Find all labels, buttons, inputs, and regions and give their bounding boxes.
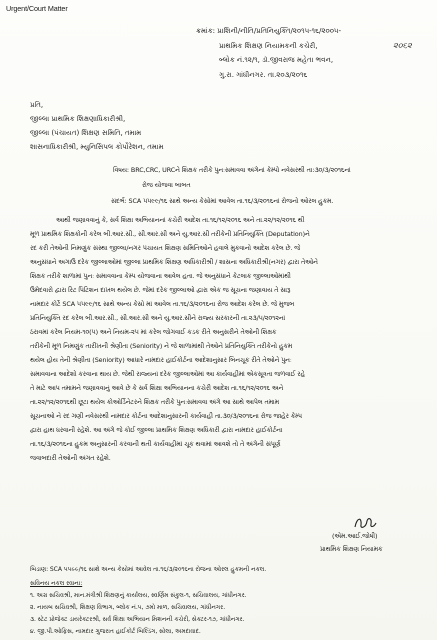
body-line: ઉમેદવારો દ્વારા રિટ પિટિશન દાખલ થયેલ છે. જેમાં દરેક જીલ્લાઓ દ્વારા એક જ સૂચના જણાવાય તે સારૂ [30,286,291,294]
to-label: પ્રતિ, [30,100,44,109]
reference-number: ક્રમાંક: પ્રાશિની/નીતિ/પ્રતિનિયુક્તિ/૨૦૧૫-૧૬/૨૦૦૫- [196,26,342,35]
body-line: આથી જણાવવાનું કે, સર્વ શિક્ષા અભિયાનનાં કચેરી આદેશ તા.૧૬/૧૨/૨૦૧૬ અને તા.૨૨/૧૨/૨૦૧૬ થી [56,216,305,224]
enclosure-note: બિડાણ: SCA ૫૫૯૯/૧૬ સાથે અન્ય કેસોમાં આવેલ તા.૧૬/૩/૨૦૧૬ના રોજના ઓરલ હુકમની નકલ. [30,566,267,573]
body-line: દ્વારા હાથ ધરવાની રહેશે. આ અંગે જે કોઈ જીલ્લા પ્રાથમિક શિક્ષણ અધિકારી દ્વારા નામદાર હાઈકોર્ટના [30,426,283,434]
body-line: તા.૧૬/૩/૨૦૧૬ના હુકમ અનુસારની કરવાની થતી કાર્યવાહીમાં ચૂક થવામાં આવશે તો તે અંગેની સંપૂર્ણ [30,440,281,448]
body-line: તરીકેની મૂળ નિમણુંક તારીખની શ્રેણીતા (Seniority) ને જે શાળામાંથી તેઓને પ્રતિનિયુક્તિ તરીકેનો હુકમ [30,342,293,350]
office-address-2: ગુ.રા. ગાંધીનગર. તા.૨૦૩/૨૦૧૬ [219,70,308,79]
copy-to-item: ૨. નાયબ સચિવશ્રી, શિક્ષણ વિભાગ, બ્લોક નં.૫, ૭મો માળ, સચિવાલય, ગાંધીનગર. [30,604,226,611]
signatory-name: (એમ.આઈ.જોષી) [332,532,378,540]
addressee-1: જીલ્લા પ્રાથમિક શિક્ષણાધિકારીશ્રી, [30,114,126,123]
reference-line: સંદર્ભ: SCA ૫૫૯૯/૧૬ સાથે અન્ય કેસોમાં આવેલ તા.૧૬/૩/૨૦૧૬નાં રોજનો ઓરલ હુકમ. [111,197,334,205]
body-line: ઠરાવમાં કરેલ નિયમ-૧૦(૫) અને નિયમ-૨૫ માં કરેલ જોગવાઈ કડક રીતે અનુસરીને તેઓની શિક્ષક [30,328,277,336]
body-line: નામદાર કોર્ટે SCA ૫૫૯૯/૧૬ સાથે અન્ય કેસો માં આવેલ તા.૧૬/૩/૨૦૧૬ના રોજ આદેશ કરેલ છે. જે મુજબ [30,300,295,308]
body-line: જવાબદારી તેઓની અંગત રહેશે. [30,454,111,462]
body-line: પ્રતિનિયુક્તિ રદ કરેલ બી.આર.સી., સી.આર.સી અને યુ.આર.સીને રાજ્ય સરકારની તા.૨૩/૫/૨૦૧૨નાં [30,314,286,322]
body-line: સૂચનાઓ ને રદ ગણી નવેસરથી નામદાર કોર્ટના આદેશાનુસારની કાર્યવાહી તા.૩૦/૩/૨૦૧૬ના રોજ જાહેર કેમ્પ [30,412,302,420]
copy-to-item: ૩. સ્ટેટ પ્રોજેક્ટ ડાયરેક્ટરશ્રી, સર્વ શિક્ષા અભિયાન મિશનની કચેરી, સેક્ટર-૧૭, ગાંધીનગર. [30,616,245,623]
office-address-1: બ્લોક નં.૧૨/૧, ડૉ.જીવરાજ મહેતા ભવન, [219,55,334,64]
body-line: મૂળ પ્રાથમિક શિક્ષકોની કરેલ બી.આર.સી., સી.આર.સી અને યુ.આર.સી તરીકેની પ્રતિનિયુક્તિ (Deputation)ને [30,230,310,238]
handwritten-number: ૨૦૬૨ [393,41,412,50]
signature-mark [352,515,378,531]
subject-line-2: રોજ યોજવા બાબત [142,181,191,189]
body-line: રદ કરી તેઓની નિમણુંક સંસ્થા જીલ્લા/નગર પંચાયત શિક્ષણ સમિતિઓને હવાલે મુકવાનો આદેશ કરેલ છે. જે [30,244,301,252]
copy-to-item: ૪. જી.પી.ઓફિસ, નામદાર ગુજરાત હાઈકોર્ટ બિલ્ડિંગ, સોલા, અમદાવાદ. [30,628,201,635]
office-name: પ્રાથમિક શિક્ષણ નિયામકની કચેરી, [219,41,318,50]
body-line: તે માટે આપ તમામને જણાવવાનું આવે છે કે સર્વ શિક્ષા અભિયાનના કચેરી આદેશ તા.૧૬/૧૨/૨૦૧૬ અને [30,384,284,392]
body-line: તા.૨૨/૧૨/૨૦૧૬થી છૂટા થયેલ કોઓર્ડિનેટરને શિક્ષક તરીકે પુનઃસમાવવા અંગે આ સાથે આપેલ તમામ [30,398,279,406]
body-line: થયેલ હોય તેની શ્રેણીતા (Seniority) આધારે નામદાર હાઈકોર્ટના આદેશાનુસાર બિનચૂક રીતે તેઓને પુનઃ [30,356,292,364]
signatory-title: પ્રાથમિક શિક્ષણ નિયામક [320,545,383,553]
body-line: સમાવવાના આદેશો કરવાના થાય છે. જેથી રાજ્યનાં દરેક જીલ્લાઓમાં આ કાર્યવાહીમાં એકસૂત્રતા જળવાઈ રહે [30,370,305,378]
body-line: શિક્ષક તરીકે શાળામાં પુનઃ સમાવવાના કેમ્પ યોજવાના આવેલ હતા. જે અનુસંધાને કેટલાક જીલ્લાઓમાંથી [30,272,291,280]
body-line: અનુસંધાને અગાઉ દરેક જીલ્લાઓમાં જીલ્લા પ્રાથમિક શિક્ષણ અધિકારીશ્રી / શાસના અધિકારીશ્રી(નગર) દ્વારા તેઓને [30,258,318,266]
copy-to-heading: સવિનય નકલ રવાના: [30,580,83,587]
subject-line-1: વિષય: BRC,CRC, URCને શિક્ષક તરીકે પુનઃસમાવવા અંગેનાં કેમ્પો નવેસરથી તા:૩૦/૩/૨૦૧૬નાં [113,166,351,174]
addressee-3: શાસનાધિકારીશ્રી, મ્યુનિસિપલ કોર્પોરેશન, તમામ [30,142,164,151]
urgent-tag: Urgent/Court Matter [6,4,68,13]
copy-to-item: ૧. અગ્ર સચિવશ્રી, માન.મંત્રીશ્રી શિક્ષણનું કાર્યાલય, સ્વર્ણિમ સંકુલ-૧, સચિવાલય, ગાંધીનગર. [30,592,247,599]
addressee-2: જીલ્લા (પંચાયત) શિક્ષણ સમિતિ, તમામ [30,128,142,137]
